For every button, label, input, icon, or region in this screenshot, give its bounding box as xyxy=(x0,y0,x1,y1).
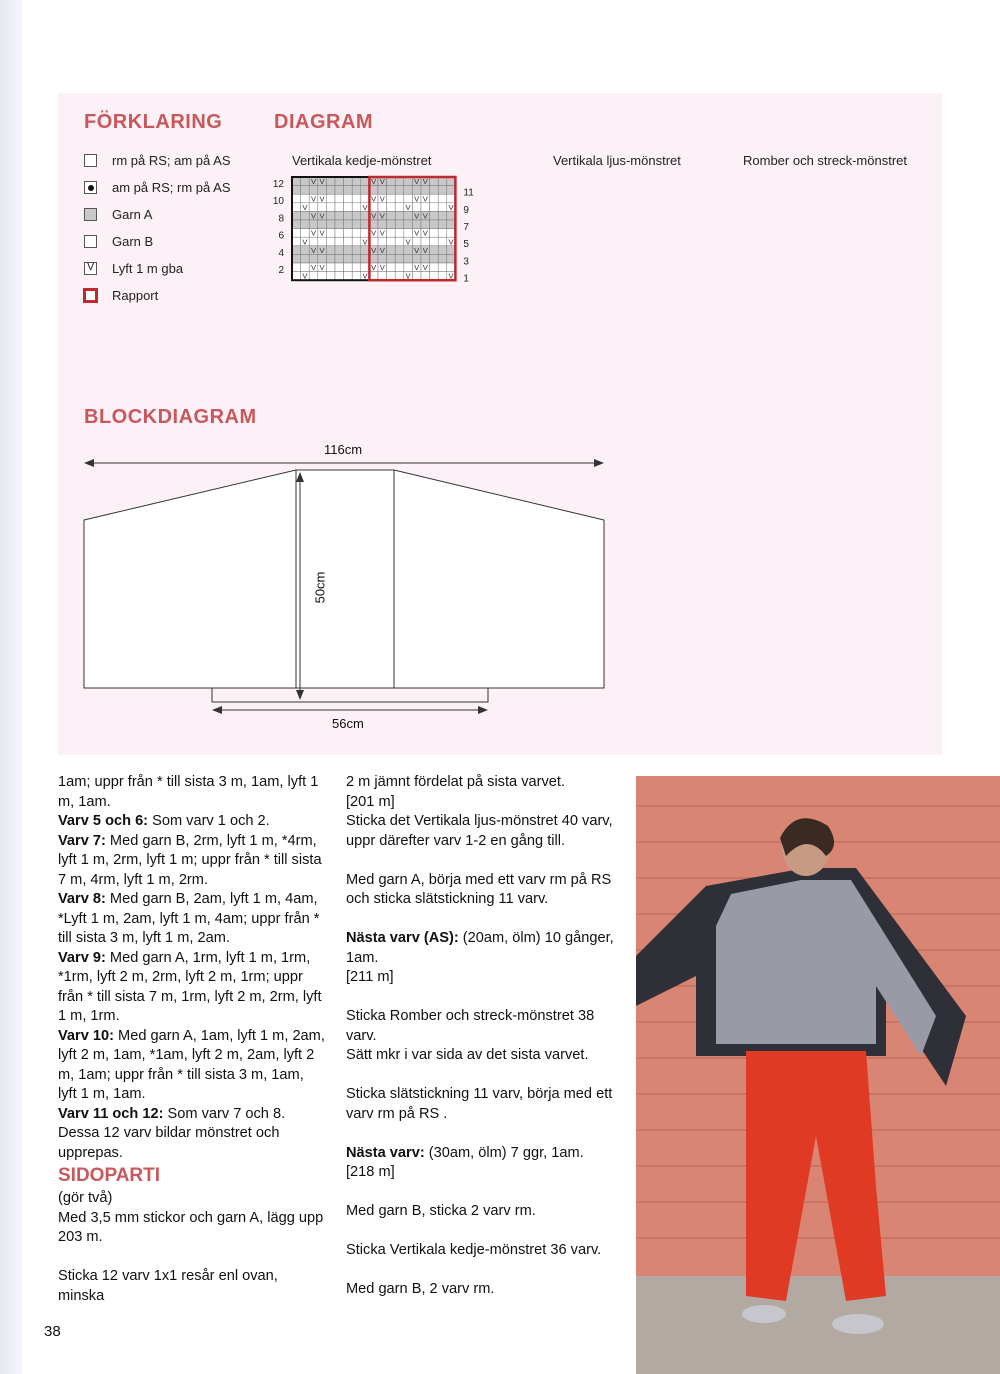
chart-cell xyxy=(430,246,439,255)
slip-stitch-mark: V xyxy=(379,228,385,238)
slip-stitch-mark: V xyxy=(310,177,317,187)
chart-cell xyxy=(447,263,456,272)
chart-cell xyxy=(335,229,344,238)
slip-stitch-mark: V xyxy=(414,245,420,255)
slip-stitch-mark: V xyxy=(371,177,377,187)
chart-cell xyxy=(352,254,361,263)
chart-cell xyxy=(335,220,344,229)
chart-cell xyxy=(430,229,439,238)
chart-cell xyxy=(344,254,353,263)
paragraph-varv-10: Varv 10: Med garn A, 1am, lyft 1 m, 2am, lyft 2 m, 1am, *1am, lyft 2 m, 2am, lyft 2 m, 1am; uppr från * till sista 3 m, 1am, lyft 1 m, 1am. xyxy=(58,1027,325,1102)
chart-cell xyxy=(344,246,353,255)
slip-stitch-mark: V xyxy=(302,271,308,281)
arrow-head xyxy=(594,459,604,467)
paragraph: Med garn A, börja med ett varv rm på RS och sticka slätstickning 11 varv. xyxy=(346,871,612,907)
chart-cell xyxy=(335,211,344,220)
slip-stitch-mark: V xyxy=(319,228,325,238)
row-label: 2 xyxy=(278,265,284,277)
chart-cell xyxy=(292,220,301,229)
chart-cell xyxy=(301,254,310,263)
chart-cell xyxy=(395,220,404,229)
chart-cell xyxy=(387,254,396,263)
chart-cell xyxy=(378,203,387,212)
arrow-head xyxy=(84,459,94,467)
chart-cell xyxy=(404,229,413,238)
slip-stitch-mark: V xyxy=(414,194,420,204)
chart-cell xyxy=(395,237,404,246)
chart-cell xyxy=(361,263,370,272)
legend-label: am på RS; rm på AS xyxy=(112,180,231,195)
chart-cell xyxy=(369,272,378,281)
chart-cell xyxy=(326,246,335,255)
chart-cell xyxy=(395,246,404,255)
chart-cell xyxy=(344,194,353,203)
height-label: 50cm xyxy=(312,571,328,604)
chart-cell xyxy=(301,211,310,220)
chart-cell xyxy=(344,237,353,246)
chart-title-kedje: Vertikala kedje-mönstret xyxy=(292,153,432,168)
chart-cell xyxy=(387,203,396,212)
chart-cell xyxy=(412,220,421,229)
chart-cell xyxy=(335,254,344,263)
chart-cell xyxy=(438,263,447,272)
chart-cell xyxy=(438,220,447,229)
chart-cell xyxy=(292,229,301,238)
page-number: 38 xyxy=(44,1323,61,1340)
poncho-outline xyxy=(84,470,604,688)
slip-stitch-mark: V xyxy=(310,211,317,221)
photo-illustration xyxy=(636,776,1000,1374)
chart-cell xyxy=(326,194,335,203)
slip-stitch-mark: V xyxy=(371,263,377,273)
chart-cell xyxy=(326,237,335,246)
slip-stitch-mark: V xyxy=(414,228,420,238)
chart-cell xyxy=(430,263,439,272)
chart-cell xyxy=(421,186,430,195)
chart-cell xyxy=(352,237,361,246)
paragraph: [201 m] xyxy=(346,793,395,810)
slip-stitch-mark: V xyxy=(371,228,377,238)
chart-cell xyxy=(438,237,447,246)
chart-cell xyxy=(344,263,353,272)
chart-cell xyxy=(412,254,421,263)
paragraph: [218 m] xyxy=(346,1164,395,1180)
slip-stitch-mark: V xyxy=(302,202,308,212)
legend-label: rm på RS; am på AS xyxy=(112,153,231,168)
slip-stitch-mark: V xyxy=(371,245,377,255)
legend-label: Garn B xyxy=(112,234,154,249)
chart-cell xyxy=(352,211,361,220)
chart-cell xyxy=(438,203,447,212)
row-label: 1 xyxy=(463,273,469,285)
chart-cell xyxy=(387,186,396,195)
chart-cell xyxy=(309,203,318,212)
text-column-1 xyxy=(58,773,326,1306)
chart-cell xyxy=(387,229,396,238)
chart-cell xyxy=(326,254,335,263)
chart-vertikala-kedje xyxy=(273,177,474,285)
slip-stitch-mark: V xyxy=(422,245,428,255)
paragraph-varv-11-12: Varv 11 och 12: Som varv 7 och 8. xyxy=(58,1105,286,1122)
chart-cell xyxy=(447,229,456,238)
chart-cell xyxy=(387,272,396,281)
chart-cell xyxy=(369,254,378,263)
chart-cell xyxy=(395,203,404,212)
chart-cell xyxy=(378,237,387,246)
chart-cell xyxy=(309,237,318,246)
chart-cell xyxy=(447,254,456,263)
paragraph: Med garn B, sticka 2 varv rm. xyxy=(346,1203,536,1219)
row-label: 7 xyxy=(463,222,469,234)
legend-heading: FÖRKLARING xyxy=(84,111,223,133)
chart-cell xyxy=(326,272,335,281)
chart-cell xyxy=(352,229,361,238)
chart-cell xyxy=(326,263,335,272)
chart-cell xyxy=(438,254,447,263)
slip-stitch-mark: V xyxy=(310,194,317,204)
slip-stitch-mark: V xyxy=(310,263,317,273)
chart-cell xyxy=(438,229,447,238)
chart-cell xyxy=(387,194,396,203)
v-square-icon: V xyxy=(84,262,97,275)
chart-cell xyxy=(430,254,439,263)
row-label: 10 xyxy=(272,196,284,208)
chart-cell xyxy=(421,220,430,229)
chart-cell xyxy=(404,211,413,220)
chart-cell xyxy=(387,246,396,255)
slip-stitch-mark: V xyxy=(362,237,368,247)
chart-cell xyxy=(430,194,439,203)
paragraph: Med garn B, 2 varv rm. xyxy=(346,1281,495,1297)
chart-cell xyxy=(309,220,318,229)
legend-label: Lyft 1 m gba xyxy=(112,261,184,276)
slip-stitch-mark: V xyxy=(414,211,420,221)
chart-cell xyxy=(421,237,430,246)
row-label: 5 xyxy=(463,239,469,251)
paragraph: Sticka det Vertikala ljus-mönstret 40 varv, uppr därefter varv 1-2 en gång till. xyxy=(346,813,613,849)
chart-cell xyxy=(447,194,456,203)
chart-cell xyxy=(412,203,421,212)
chart-cell xyxy=(430,211,439,220)
chart-cell xyxy=(335,194,344,203)
model-photo xyxy=(636,776,1000,1374)
paragraph: (gör två) xyxy=(58,1190,113,1206)
chart-cell xyxy=(361,220,370,229)
chart-cell xyxy=(318,254,327,263)
paragraph: Sticka 12 varv 1x1 resår enl ovan, minska xyxy=(58,1268,278,1304)
chart-cell xyxy=(421,203,430,212)
paragraph-varv-9: Varv 9: Med garn A, 1rm, lyft 1 m, 1rm, *1rm, lyft 2 m, 2rm, lyft 2 m, 1rm; uppr från * till sista 7 m, 1rm, lyft 2 m, 2rm, lyft 1 m, 1rm. xyxy=(58,949,322,1024)
slip-stitch-mark: V xyxy=(371,194,377,204)
chart-cell xyxy=(292,203,301,212)
slip-stitch-mark: V xyxy=(448,237,454,247)
chart-cell xyxy=(430,177,439,186)
slip-stitch-mark: V xyxy=(362,202,368,212)
slip-stitch-mark: V xyxy=(302,237,308,247)
chart-cell xyxy=(361,177,370,186)
chart-cell xyxy=(438,177,447,186)
chart-cell xyxy=(309,186,318,195)
diagram-heading: DIAGRAM xyxy=(274,111,374,133)
chart-cell xyxy=(387,211,396,220)
chart-cell xyxy=(335,186,344,195)
chart-cell xyxy=(378,272,387,281)
chart-cell xyxy=(395,263,404,272)
chart-cell xyxy=(335,237,344,246)
chart-cell xyxy=(318,203,327,212)
slip-stitch-mark: V xyxy=(422,194,428,204)
slip-stitch-mark: V xyxy=(405,202,411,212)
chart-cell xyxy=(447,220,456,229)
slip-stitch-mark: V xyxy=(379,177,385,187)
chart-cell xyxy=(378,186,387,195)
slip-stitch-mark: V xyxy=(422,263,428,273)
slip-stitch-mark: V xyxy=(379,245,385,255)
chart-cell xyxy=(326,211,335,220)
chart-cell xyxy=(430,272,439,281)
slip-stitch-mark: V xyxy=(319,211,325,221)
chart-cell xyxy=(318,186,327,195)
chart-cell xyxy=(395,186,404,195)
chart-cell xyxy=(430,237,439,246)
chart-cell xyxy=(352,246,361,255)
chart-cell xyxy=(395,254,404,263)
chart-cell xyxy=(292,186,301,195)
slip-stitch-mark: V xyxy=(448,202,454,212)
chart-cell xyxy=(387,263,396,272)
row-label: 9 xyxy=(463,204,469,216)
chart-cell xyxy=(361,194,370,203)
chart-cell xyxy=(301,246,310,255)
paragraph: [211 m] xyxy=(346,969,394,985)
chart-cell xyxy=(369,203,378,212)
slip-stitch-mark: V xyxy=(414,177,420,187)
chart-cell xyxy=(344,177,353,186)
chart-cell xyxy=(352,203,361,212)
chart-cell xyxy=(438,246,447,255)
chart-cell xyxy=(395,194,404,203)
bottom-width-label: 56cm xyxy=(332,716,364,731)
slip-stitch-mark: V xyxy=(414,263,420,273)
chart-cell xyxy=(318,237,327,246)
paragraph-varv-7: Varv 7: Med garn B, 2rm, lyft 1 m, *4rm, lyft 1 m, 2rm, lyft 1 m; uppr från * till sista 7 m, 4rm, lyft 1 m, 2rm. xyxy=(58,832,322,888)
chart-cell xyxy=(301,186,310,195)
chart-cell xyxy=(438,211,447,220)
chart-cell xyxy=(335,272,344,281)
chart-cell xyxy=(369,186,378,195)
paragraph-varv-5-6: Varv 5 och 6: Som varv 1 och 2. xyxy=(58,813,270,829)
chart-cell xyxy=(335,203,344,212)
chart-cell xyxy=(344,272,353,281)
paragraph: 1am; uppr från * till sista 3 m, 1am, lyft 1 m, 1am. xyxy=(58,774,319,810)
chart-cell xyxy=(352,194,361,203)
row-label: 3 xyxy=(463,256,469,268)
chart-cell xyxy=(378,254,387,263)
chart-cell xyxy=(412,237,421,246)
chart-cell xyxy=(292,246,301,255)
chart-cell xyxy=(421,254,430,263)
slip-stitch-mark: V xyxy=(448,271,454,281)
chart-cell xyxy=(352,186,361,195)
paragraph: Sticka slätstickning 11 varv, börja med ett varv rm på RS . xyxy=(346,1086,613,1122)
chart-cell xyxy=(361,186,370,195)
chart-cell xyxy=(430,220,439,229)
chart-cell xyxy=(395,272,404,281)
chart-cell xyxy=(404,246,413,255)
legend-label: Rapport xyxy=(112,288,159,303)
chart-cell xyxy=(352,177,361,186)
chart-cell xyxy=(309,254,318,263)
chart-cell xyxy=(421,272,430,281)
chart-title-romber: Romber och streck-mönstret xyxy=(743,153,907,168)
paragraph: Sätt mkr i var sida av det sista varvet. xyxy=(346,1047,589,1063)
chart-cell xyxy=(361,229,370,238)
row-label: 11 xyxy=(463,187,474,199)
chart-cell xyxy=(292,263,301,272)
legend-label: Garn A xyxy=(112,207,153,222)
chart-cell xyxy=(344,211,353,220)
paragraph: Dessa 12 varv bildar mönstret och upprepas. xyxy=(58,1125,280,1161)
chart-cell xyxy=(292,254,301,263)
row-label: 6 xyxy=(278,230,284,242)
chart-cell xyxy=(438,272,447,281)
paragraph: Med 3,5 mm stickor och garn A, lägg upp 203 m. xyxy=(58,1209,324,1245)
chart-cell xyxy=(387,237,396,246)
slip-stitch-mark: V xyxy=(319,245,325,255)
slip-stitch-mark: V xyxy=(371,211,377,221)
chart-cell xyxy=(344,186,353,195)
chart-cell xyxy=(361,254,370,263)
chart-cell xyxy=(335,246,344,255)
chart-cell xyxy=(412,186,421,195)
paragraph-varv-8: Varv 8: Med garn B, 2am, lyft 1 m, 4am, *Lyft 1 m, 2am, lyft 1 m, 4am; uppr från * till sista 3 m, lyft 1 m, 2am. xyxy=(58,891,320,946)
chart-cell xyxy=(335,263,344,272)
chart-cell xyxy=(395,211,404,220)
chart-cell xyxy=(292,211,301,220)
chart-cell xyxy=(438,194,447,203)
slip-stitch-mark: V xyxy=(422,211,428,221)
paragraph: Nästa varv: (30am, ölm) 7 ggr, 1am. xyxy=(346,1144,584,1161)
chart-cell xyxy=(292,194,301,203)
chart-cell xyxy=(395,177,404,186)
chart-cell xyxy=(404,194,413,203)
chart-cell xyxy=(447,211,456,220)
slip-stitch-mark: V xyxy=(422,228,428,238)
chart-cell xyxy=(430,186,439,195)
chart-cell xyxy=(404,220,413,229)
chart-cell xyxy=(292,237,301,246)
slip-stitch-mark: V xyxy=(319,177,325,187)
paragraph: Sticka Romber och streck-mönstret 38 varv. xyxy=(346,1008,595,1044)
chart-cell xyxy=(301,220,310,229)
block-heading: BLOCKDIAGRAM xyxy=(84,406,257,428)
slip-stitch-mark: V xyxy=(310,228,317,238)
chart-cell xyxy=(326,177,335,186)
chart-cell xyxy=(335,177,344,186)
chart-cell xyxy=(318,220,327,229)
chart-cell xyxy=(292,272,301,281)
chart-cell xyxy=(369,237,378,246)
slip-stitch-mark: V xyxy=(319,194,325,204)
paragraph: Nästa varv (AS): (20am, ölm) 10 gånger, 1am. xyxy=(346,930,614,966)
chart-cell xyxy=(344,229,353,238)
chart-cell xyxy=(404,254,413,263)
section-heading-sidoparti: SIDOPARTI xyxy=(58,1165,161,1186)
chart-cell xyxy=(318,272,327,281)
chart-cell xyxy=(301,177,310,186)
chart-cell xyxy=(361,246,370,255)
chart-cell xyxy=(301,229,310,238)
chart-cell xyxy=(447,177,456,186)
chart-cell xyxy=(326,203,335,212)
slip-stitch-mark: V xyxy=(405,271,411,281)
row-label: 8 xyxy=(278,213,284,225)
chart-cell xyxy=(292,177,301,186)
chart-cell xyxy=(309,272,318,281)
slip-stitch-mark: V xyxy=(422,177,428,187)
chart-cell xyxy=(447,186,456,195)
slip-stitch-mark: V xyxy=(379,211,385,221)
chart-cell xyxy=(326,220,335,229)
row-label: 12 xyxy=(272,179,284,191)
chart-cell xyxy=(395,229,404,238)
paragraph: 2 m jämnt fördelat på sista varvet. xyxy=(346,774,565,790)
chart-cell xyxy=(404,263,413,272)
arrow-head xyxy=(212,706,222,714)
chart-cell xyxy=(378,220,387,229)
chart-cell xyxy=(361,211,370,220)
chart-cell xyxy=(438,186,447,195)
slip-stitch-mark: V xyxy=(379,194,385,204)
row-label: 4 xyxy=(278,247,284,259)
chart-cell xyxy=(326,186,335,195)
chart-cell xyxy=(387,177,396,186)
chart-cell xyxy=(326,229,335,238)
chart-cell xyxy=(344,203,353,212)
slip-stitch-mark: V xyxy=(362,271,368,281)
chart-cell xyxy=(352,272,361,281)
chart-cell xyxy=(430,203,439,212)
chart-cell xyxy=(344,220,353,229)
width-label: 116cm xyxy=(324,442,363,457)
chart-cell xyxy=(387,220,396,229)
arrow-head xyxy=(478,706,488,714)
paragraph: Sticka Vertikala kedje-mönstret 36 varv. xyxy=(346,1242,602,1258)
chart-cell xyxy=(301,263,310,272)
slip-stitch-mark: V xyxy=(310,245,317,255)
chart-cell xyxy=(352,263,361,272)
chart-cell xyxy=(352,220,361,229)
chart-cell xyxy=(369,220,378,229)
arrow-head xyxy=(296,690,304,700)
slip-stitch-mark: V xyxy=(379,263,385,273)
chart-cell xyxy=(412,272,421,281)
chart-cell xyxy=(404,177,413,186)
chart-cell xyxy=(301,194,310,203)
chart-title-ljus: Vertikala ljus-mönstret xyxy=(553,153,681,168)
chart-cell xyxy=(447,246,456,255)
slip-stitch-mark: V xyxy=(405,237,411,247)
chart-cell xyxy=(404,186,413,195)
text-column-2 xyxy=(346,773,618,1300)
slip-stitch-mark: V xyxy=(319,263,325,273)
rib-edge xyxy=(212,688,488,702)
